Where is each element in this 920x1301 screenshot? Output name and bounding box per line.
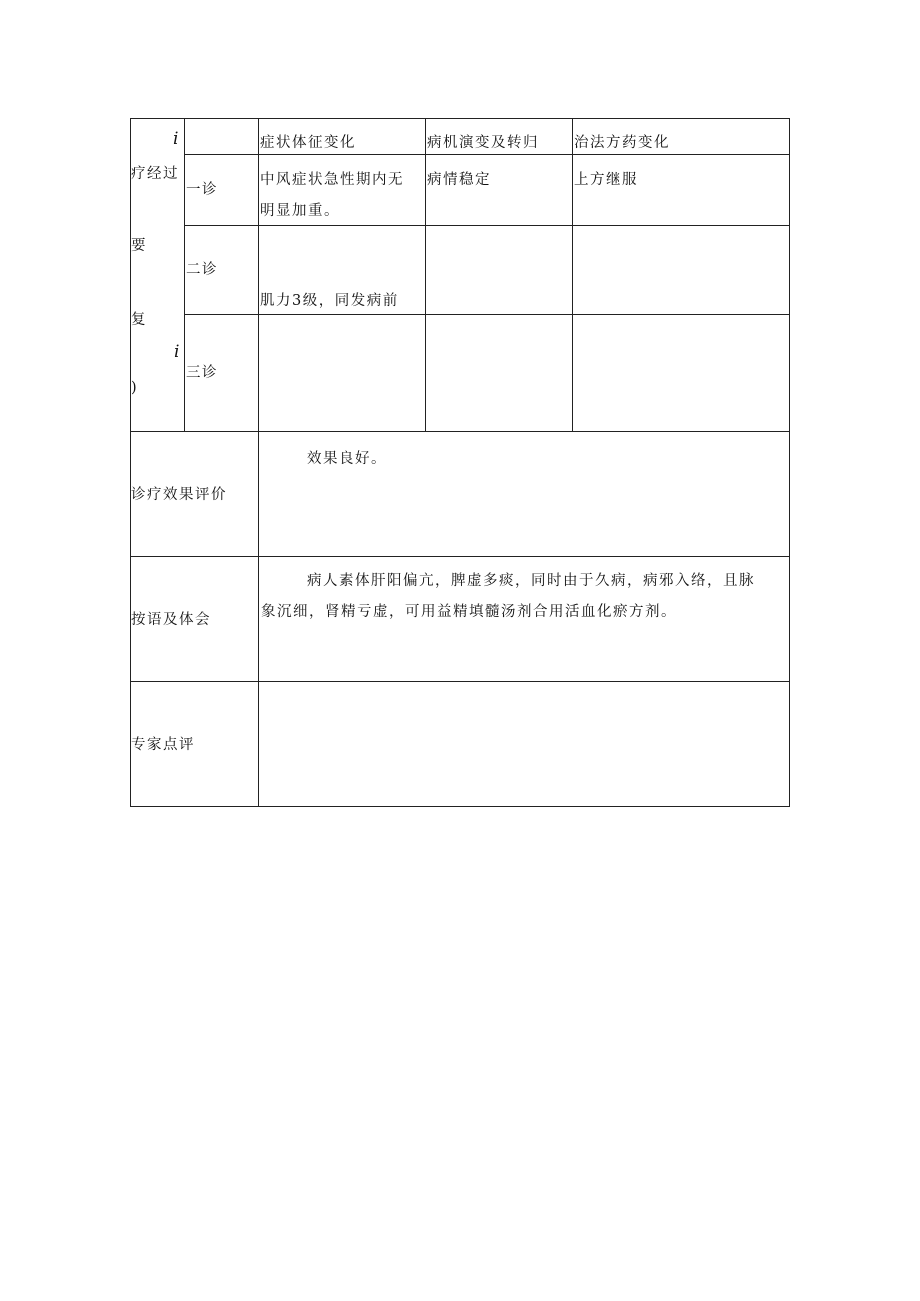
grid-line [258,118,259,807]
visit-1-symptoms: 中风症状急性期内无 [260,172,404,188]
grid-line [425,118,426,432]
visit-1-label: 一诊 [186,182,218,198]
notes-text-line-2: 象沉细，肾精亏虚，可用益精填髓汤剂合用活血化瘀方剂。 [261,604,677,620]
grid-line [184,314,790,315]
section-divider [130,431,790,432]
section-divider [130,681,790,682]
grid-line [184,225,790,226]
visit-1-treatment: 上方继服 [574,172,638,188]
notes-label: 按语及体会 [131,612,211,628]
grid-line [184,118,185,432]
header-symptoms: 症状体征变化 [260,135,356,151]
side-label-line-4: ) [131,380,139,396]
side-label-mark-top: i [173,129,179,149]
visit-1-pathogenesis: 病情稳定 [427,172,491,188]
notes-text-line-1: 病人素体肝阳偏亢，脾虚多痰，同时由于久病，病邪入络，且脉 [307,573,755,589]
table-border-top [130,118,790,119]
side-label-line-1: 疗经过 [131,166,179,182]
grid-line [572,118,573,432]
table-border-left [130,118,131,807]
side-label-line-2: 要 [131,238,147,254]
header-pathogenesis: 病机演变及转归 [427,135,539,151]
visit-2-symptoms: 肌力3级，同发病前 [260,293,399,309]
side-label-line-3: 复 [131,312,147,328]
grid-line [184,154,790,155]
visit-2-label: 二诊 [186,262,218,278]
table-border-right [789,118,790,807]
section-divider [130,556,790,557]
header-treatment: 治法方药变化 [574,135,670,151]
visit-1-symptoms-cont: 明显加重。 [260,203,340,219]
evaluation-text: 效果良好。 [307,451,387,467]
visit-3-label: 三诊 [186,365,218,381]
side-label-mark-bottom: i [174,342,180,362]
table-border-bottom [130,806,790,807]
evaluation-label: 诊疗效果评价 [131,487,227,503]
expert-label: 专家点评 [131,737,195,753]
